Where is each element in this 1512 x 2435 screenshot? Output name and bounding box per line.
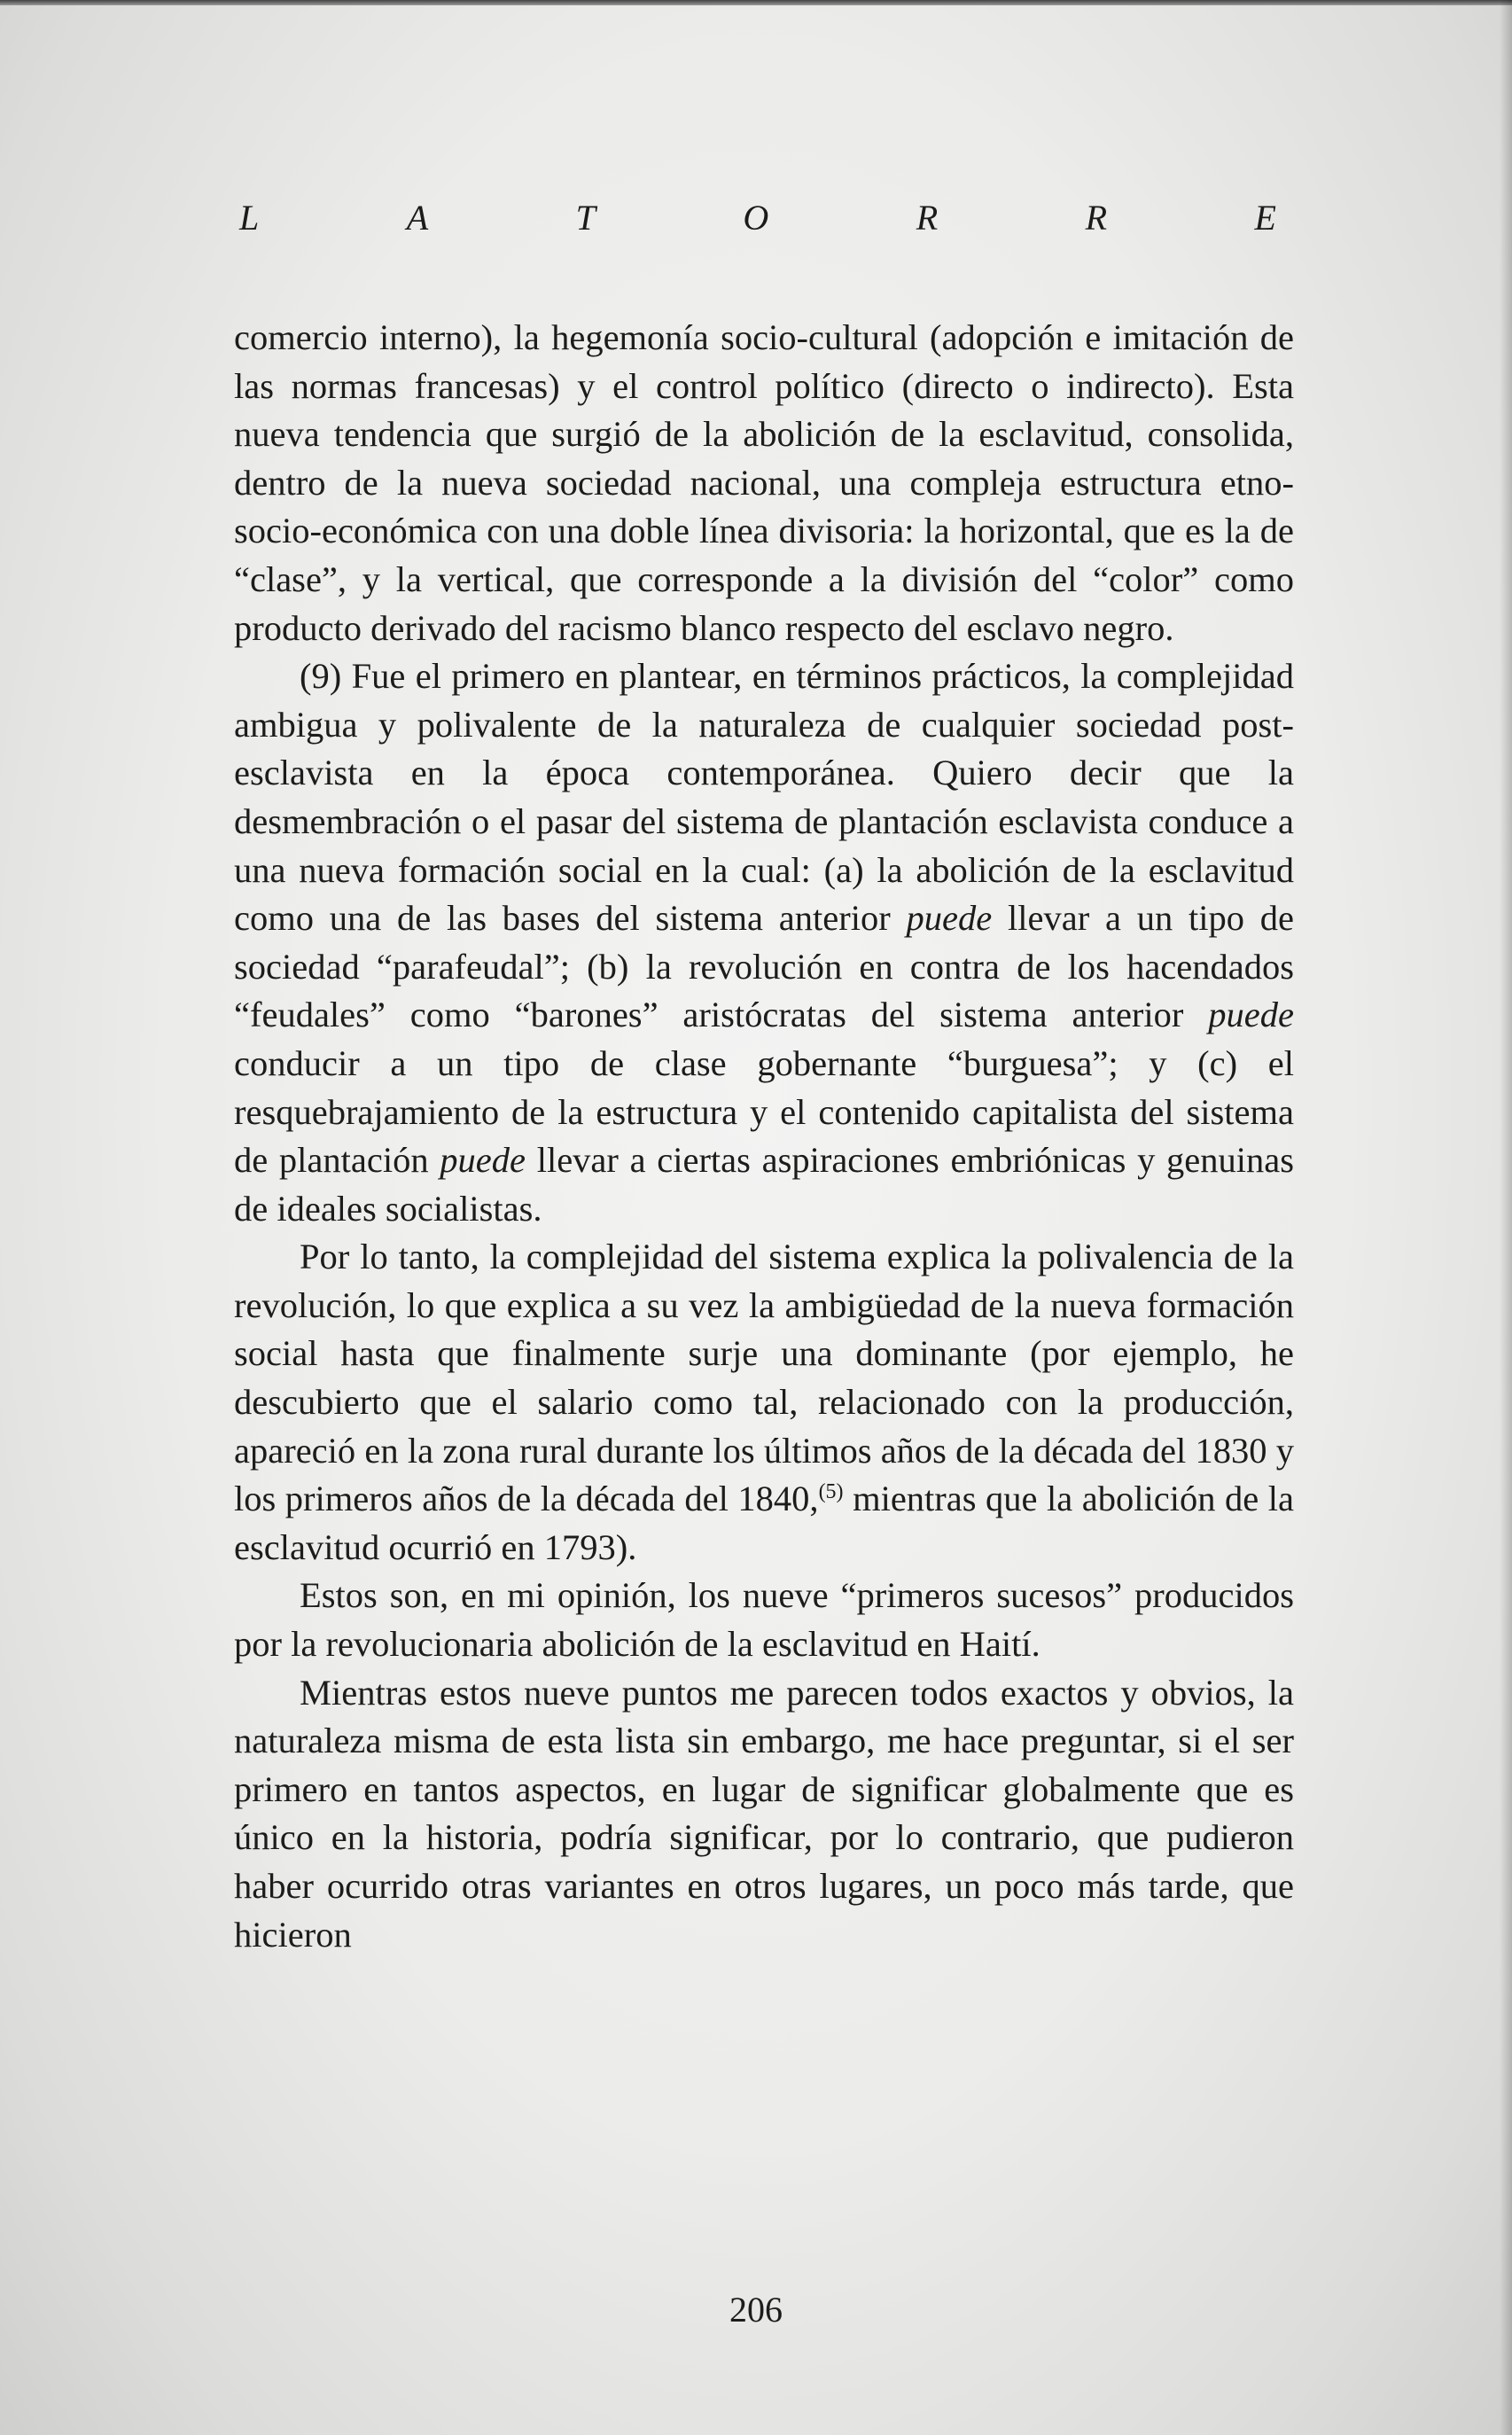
body-text [234, 314, 1294, 1959]
paragraph-continuation [234, 314, 1294, 652]
text-segment: llevar a ciertas aspiraciones embriónicas y genuinas de ideales socialistas. [234, 1140, 1294, 1229]
text-segment: (9) Fue el primero en plantear, en términos prácticos, la complejidad ambigua y polivalente de la naturaleza de cualquier sociedad post-esclavista en la época contemporánea. Quiero decir que la desmembración o el pasar del sistema de plantación esclavista conduce a una nueva formación social en la cual: (a) la abolición de la esclavitud como una de las bases del sistema anterior [234, 656, 1294, 939]
running-head-letter: O [743, 198, 769, 238]
running-head-letter: A [406, 198, 429, 238]
text-segment: comercio interno), la hegemonía socio-cultural (adopción e imitación de las normas francesas) y el control político (directo o indirecto). Esta nueva tendencia que surgió de la abolición de la esclavitud, consolida, dentro de la nueva sociedad nacional, una compleja estructura etno-socio-económica con una doble línea divisoria: la horizontal, que es la de “clase”, y la vertical, que corresponde a la división del “color” como producto derivado del racismo blanco respecto del esclavo negro. [234, 317, 1294, 648]
running-head-letter: R [916, 198, 939, 238]
text-segment: Por lo tanto, la complejidad del sistema explica la polivalencia de la revolución, lo que explica a su vez la ambigüedad de la nueva formación social hasta que finalmente surje una dominante (por ejemplo, he descubierto que el salario como tal, relacionado con la producción, apareció en la zona rural durante los últimos años de la década del 1830 y los primeros años de la década del 1840, [234, 1237, 1294, 1519]
italic-emphasis: puede [440, 1140, 526, 1181]
running-head-letter: R [1085, 198, 1108, 238]
italic-emphasis: puede [1208, 995, 1294, 1035]
paragraph-nine-points [234, 1669, 1294, 1960]
text-segment: llevar a un tipo de sociedad “parafeudal”; (b) la revolución en contra de los hacendados “feudales” como “barones” aristócratas del sistema anterior [234, 898, 1295, 1035]
paragraph-point-9 [234, 652, 1294, 1233]
paragraph-first-events [234, 1572, 1294, 1668]
footnote-reference: (5) [818, 1480, 844, 1504]
running-head-letter: E [1254, 198, 1276, 238]
paragraph-complexity [234, 1233, 1294, 1572]
text-segment: Mientras estos nueve puntos me parecen todos exactos y obvios, la naturaleza misma de esta lista sin embargo, me hace preguntar, si el ser primero en tantos aspectos, en lugar de significar globalmente que es único en la historia, podría significar, por lo contrario, que pudieron haber ocurrido otras variantes en otros lugares, un poco más tarde, que hicieron [234, 1672, 1294, 1955]
text-segment: Estos son, en mi opinión, los nueve “primeros sucesos” producidos por la revolucionaria abolición de la esclavitud en Haití. [234, 1575, 1294, 1665]
italic-emphasis: puede [906, 898, 993, 939]
text-segment: mientras que la abolición de la esclavitud ocurrió en 1793). [234, 1479, 1294, 1567]
running-head-letter: T [575, 198, 596, 238]
running-head [239, 197, 1276, 238]
running-head-letter: L [239, 198, 260, 238]
page-number: 206 [729, 2290, 783, 2330]
text-segment: conducir a un tipo de clase gobernante “burguesa”; y (c) el resquebrajamiento de la estructura y el contenido capitalista del sistema de plantación [234, 1042, 1294, 1181]
